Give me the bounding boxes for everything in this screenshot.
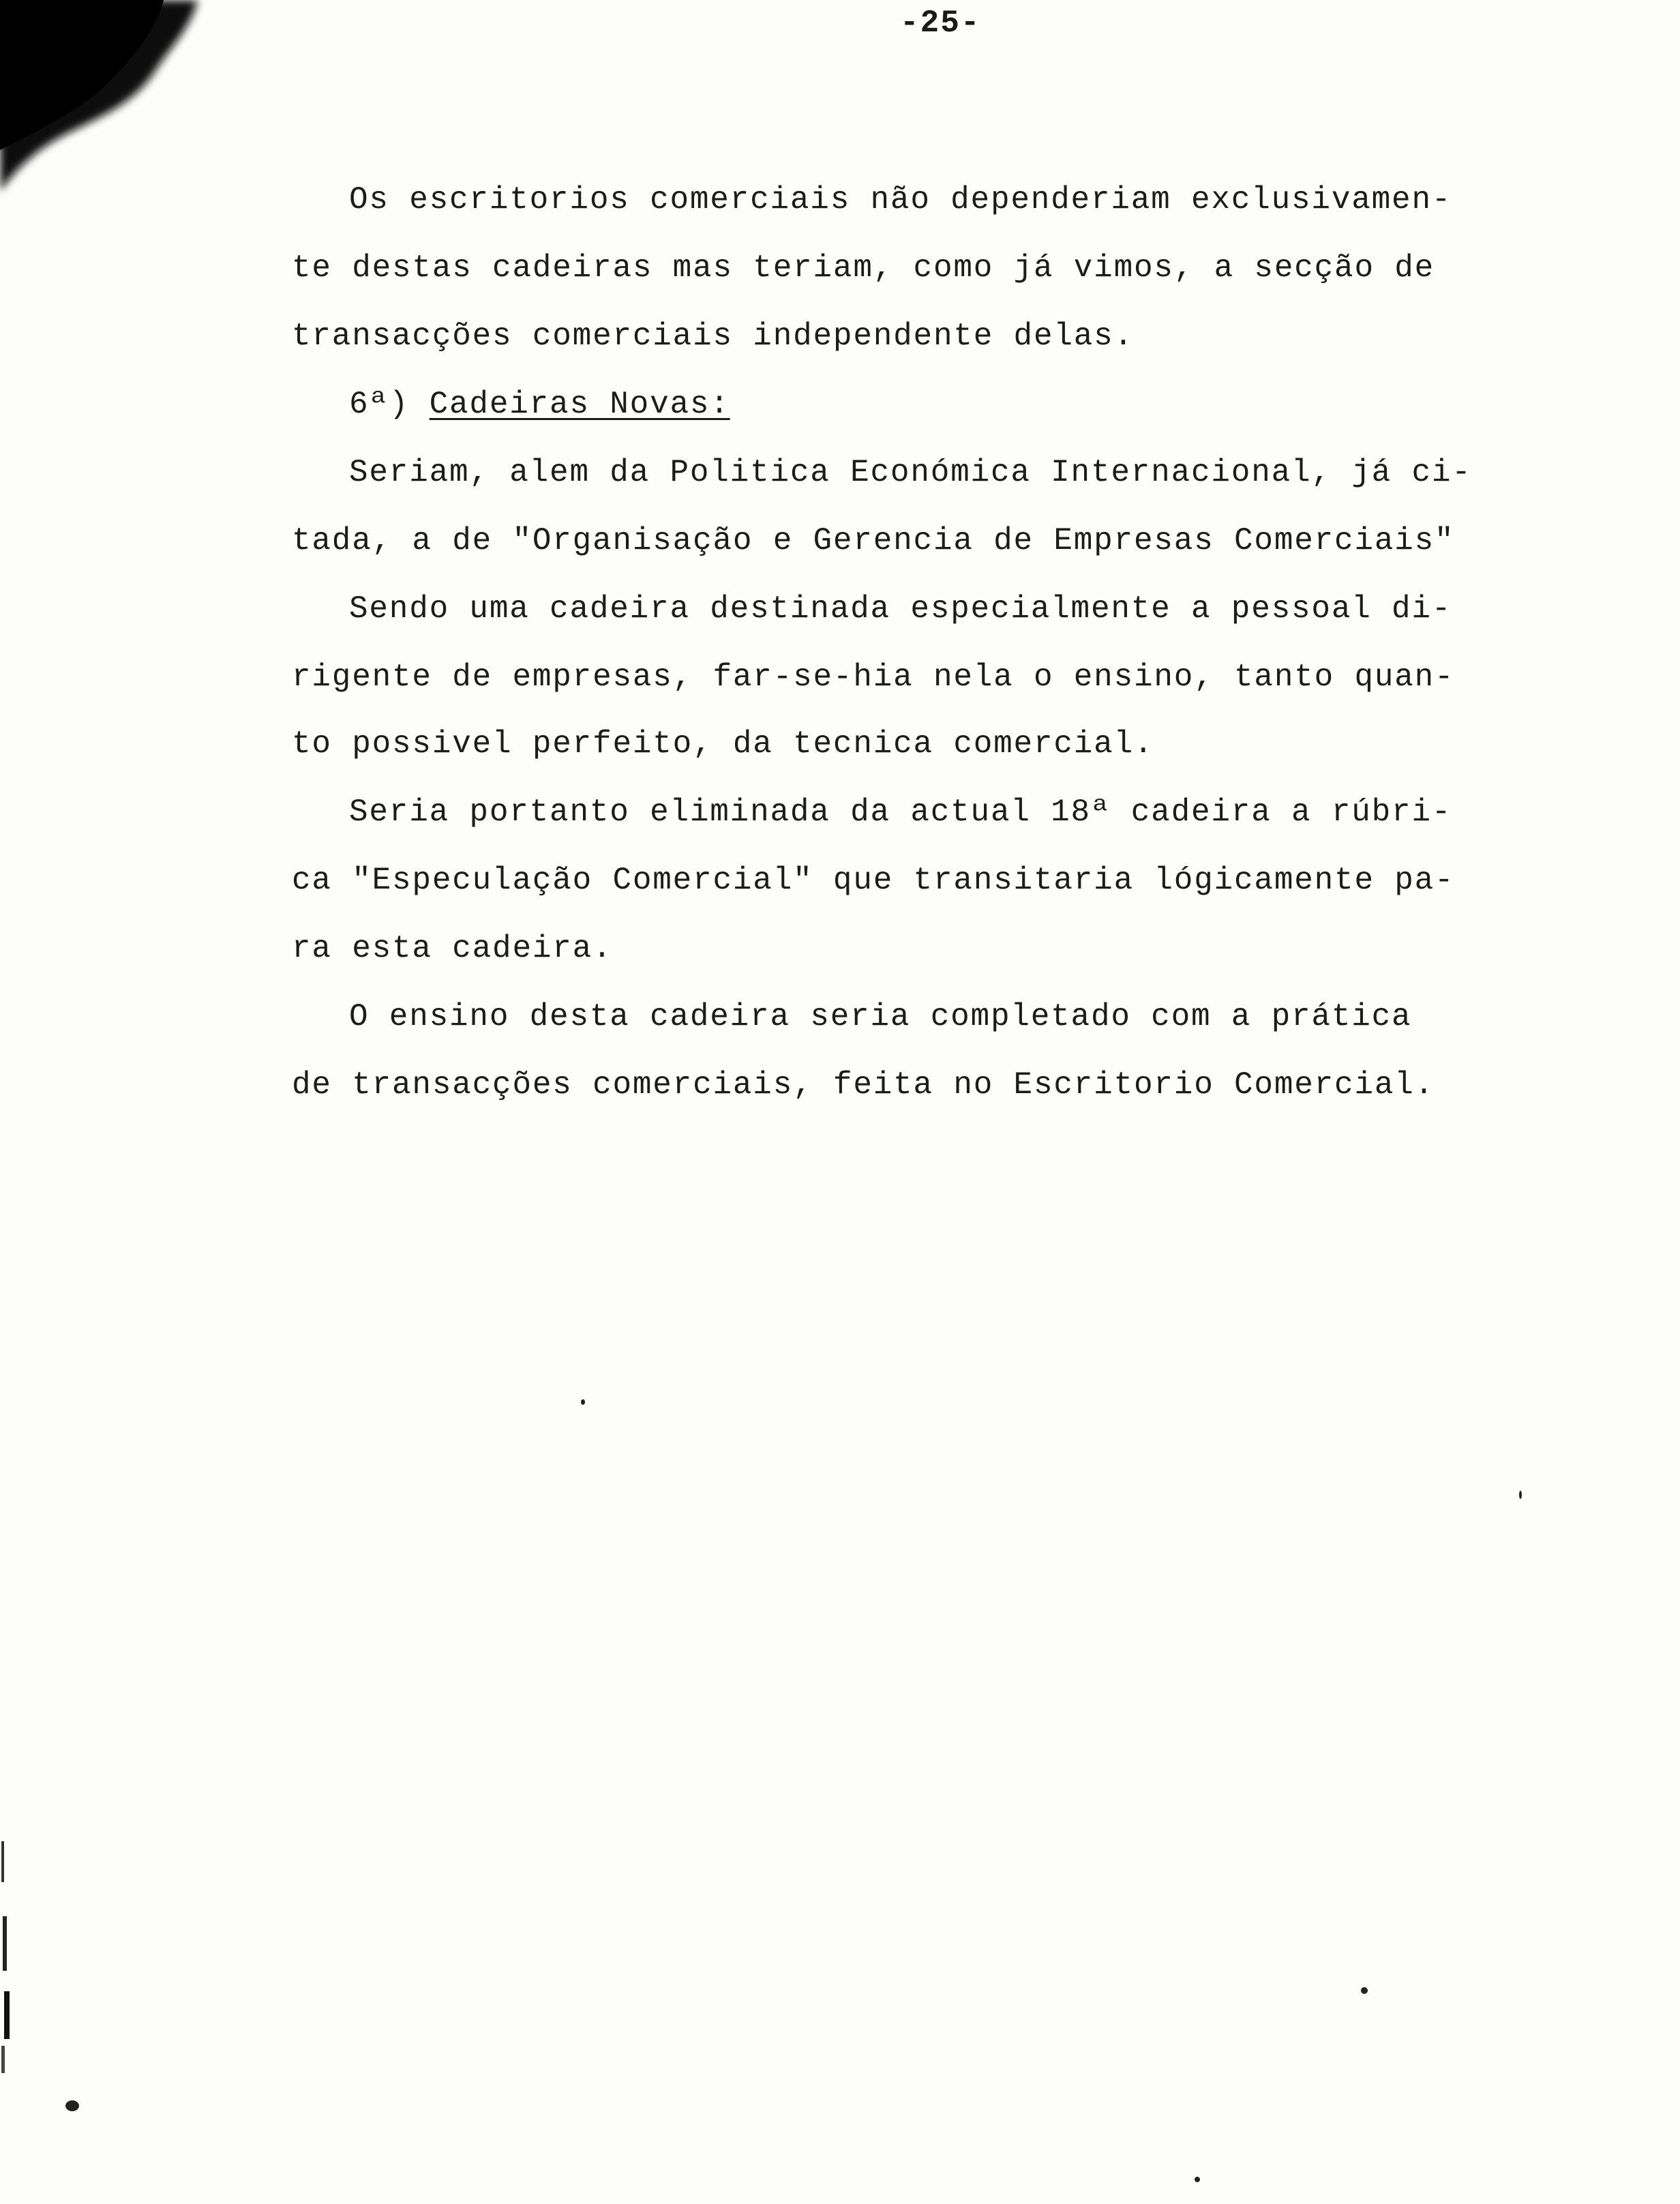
- scan-speck: [581, 1399, 585, 1405]
- page-number: -25-: [900, 5, 981, 41]
- scan-edge-marks: [0, 1759, 27, 2203]
- scan-speck: [1195, 2177, 1200, 2182]
- paragraph-line: Os escritorios comerciais não dependeriam exclusivamen-: [349, 182, 1452, 218]
- section-title: Cadeiras Novas:: [429, 387, 730, 422]
- paragraph-line: Seria portanto eliminada da actual 18ª cadeira a rúbri-: [349, 794, 1452, 830]
- paragraph-line: Sendo uma cadeira destinada especialmente a pessoal di-: [349, 591, 1452, 627]
- paragraph-line: ca "Especulação Comercial" que transitaria lógicamente pa-: [292, 863, 1455, 898]
- paragraph-line: tada, a de "Organisação e Gerencia de Empresas Comerciais": [292, 523, 1455, 559]
- section-heading: [349, 389, 730, 420]
- paragraph-line: to possivel perfeito, da tecnica comercial.: [292, 726, 1154, 762]
- paragraph-line: ra esta cadeira.: [292, 931, 613, 966]
- section-number: 6ª): [349, 387, 430, 422]
- paragraph-line: de transacções comerciais, feita no Escritorio Comercial.: [292, 1067, 1435, 1103]
- scan-speck: [1519, 1491, 1522, 1499]
- paragraph-line: transacções comerciais independente delas.: [292, 318, 1134, 354]
- scan-corner-shadow: [0, 0, 218, 205]
- scan-speck: [1361, 1987, 1368, 1994]
- paragraph-line: rigente de empresas, far-se-hia nela o ensino, tanto quan-: [292, 659, 1455, 695]
- paragraph-line: te destas cadeiras mas teriam, como já vimos, a secção de: [292, 250, 1435, 286]
- paragraph-line: O ensino desta cadeira seria completado com a prática: [349, 999, 1412, 1034]
- scan-speck: [65, 2100, 79, 2111]
- paragraph-line: Seriam, alem da Politica Económica Internacional, já ci-: [349, 455, 1472, 490]
